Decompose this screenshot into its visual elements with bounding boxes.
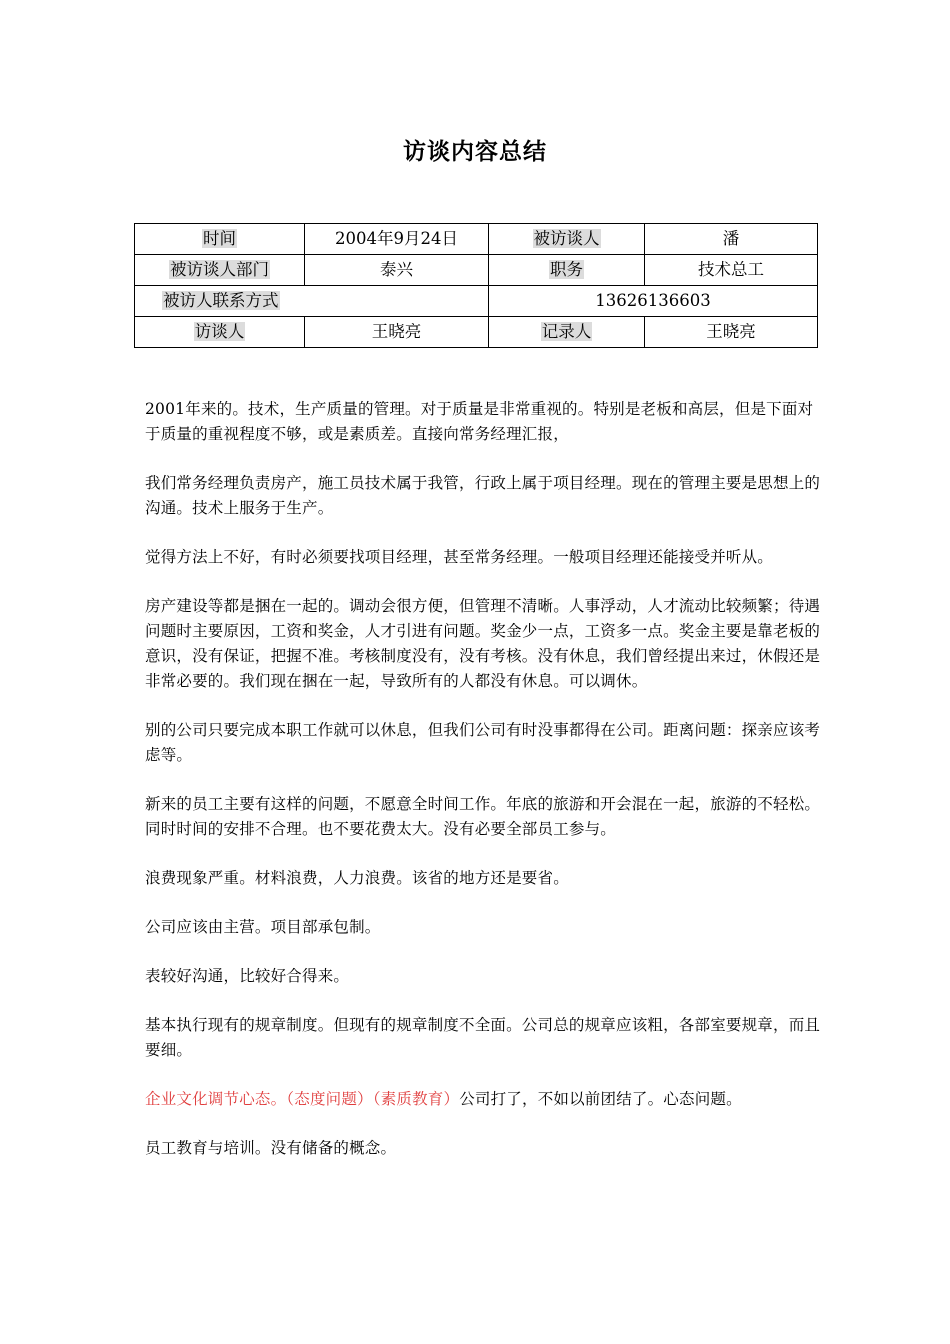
- highlighted-text: 企业文化调节心态。（态度问题）（素质教育）: [145, 1090, 460, 1108]
- department-label: 被访谈人部门: [170, 260, 269, 279]
- recorder-label-cell: [489, 317, 645, 348]
- time-label: 时间: [203, 229, 236, 248]
- time-value: 2004年9月24日: [305, 224, 489, 255]
- position-label-cell: [489, 255, 645, 286]
- position-value: 技术总工: [645, 255, 818, 286]
- interviewee-label-cell: [489, 224, 645, 255]
- paragraph-culture: [145, 1087, 825, 1112]
- table-row: [135, 224, 818, 255]
- document-title: 访谈内容总结: [403, 139, 547, 165]
- recorder-value: 王晓亮: [645, 317, 818, 348]
- paragraph: 我们常务经理负责房产，施工员技术属于我管，行政上属于项目经理。现在的管理主要是思想上的沟通。技术上服务于生产。: [145, 474, 821, 517]
- paragraph: 新来的员工主要有这样的问题，不愿意全时间工作。年底的旅游和开会混在一起，旅游的不轻松。同时时间的安排不合理。也不要花费太大。没有必要全部员工参与。: [145, 795, 821, 838]
- time-label-cell: [135, 224, 305, 255]
- interviewer-label-cell: [135, 317, 305, 348]
- paragraph: 基本执行现有的规章制度。但现有的规章制度不全面。公司总的规章应该粗，各部室要规章，而且要细。: [145, 1016, 821, 1059]
- department-value: 泰兴: [305, 255, 489, 286]
- department-label-cell: [135, 255, 305, 286]
- interviewee-label: 被访谈人: [533, 229, 600, 248]
- table-row: [135, 255, 818, 286]
- paragraph: 觉得方法上不好，有时必须要找项目经理，甚至常务经理。一般项目经理还能接受并听从。: [145, 548, 774, 566]
- paragraph: 员工教育与培训。没有储备的概念。: [145, 1139, 397, 1157]
- paragraph: 浪费现象严重。材料浪费，人力浪费。该省的地方还是要省。: [145, 869, 569, 887]
- table-row: [135, 317, 818, 348]
- interviewer-value: 王晓亮: [305, 317, 489, 348]
- interview-info-table: [134, 223, 818, 348]
- position-label: 职务: [550, 260, 583, 279]
- contact-label: 被访人联系方式: [163, 291, 279, 310]
- recorder-label: 记录人: [541, 322, 592, 341]
- interviewer-label: 访谈人: [194, 322, 245, 341]
- paragraph: 表较好沟通，比较好合得来。: [145, 967, 350, 985]
- paragraph: 房产建设等都是捆在一起的。调动会很方便，但管理不清晰。人事浮动，人才流动比较频繁；待遇问题时主要原因，工资和奖金，人才引进有问题。奖金少一点，工资多一点。奖金主要是靠老板的意识，没有保证，把握不准。考核制度没有，没有考核。没有休息，我们曾经提出来过，休假还是非常必要的。我们现在捆在一起，导致所有的人都没有休息。可以调休。: [145, 597, 821, 690]
- paragraph: 公司应该由主营。项目部承包制。: [145, 918, 381, 936]
- paragraph: 2001年来的。技术，生产质量的管理。对于质量是非常重视的。特别是老板和高层，但是下面对于质量的重视程度不够，或是素质差。直接向常务经理汇报，: [145, 400, 814, 443]
- table-row: [135, 286, 818, 317]
- contact-label-cell: [135, 286, 489, 317]
- contact-value: 13626136603: [489, 286, 818, 317]
- interviewee-value: 潘: [645, 224, 818, 255]
- interview-notes: [145, 397, 825, 1185]
- paragraph-text: 公司打了，不如以前团结了。心态问题。: [459, 1090, 742, 1108]
- paragraph: 别的公司只要完成本职工作就可以休息，但我们公司有时没事都得在公司。距离问题：探亲应该考虑等。: [145, 721, 821, 764]
